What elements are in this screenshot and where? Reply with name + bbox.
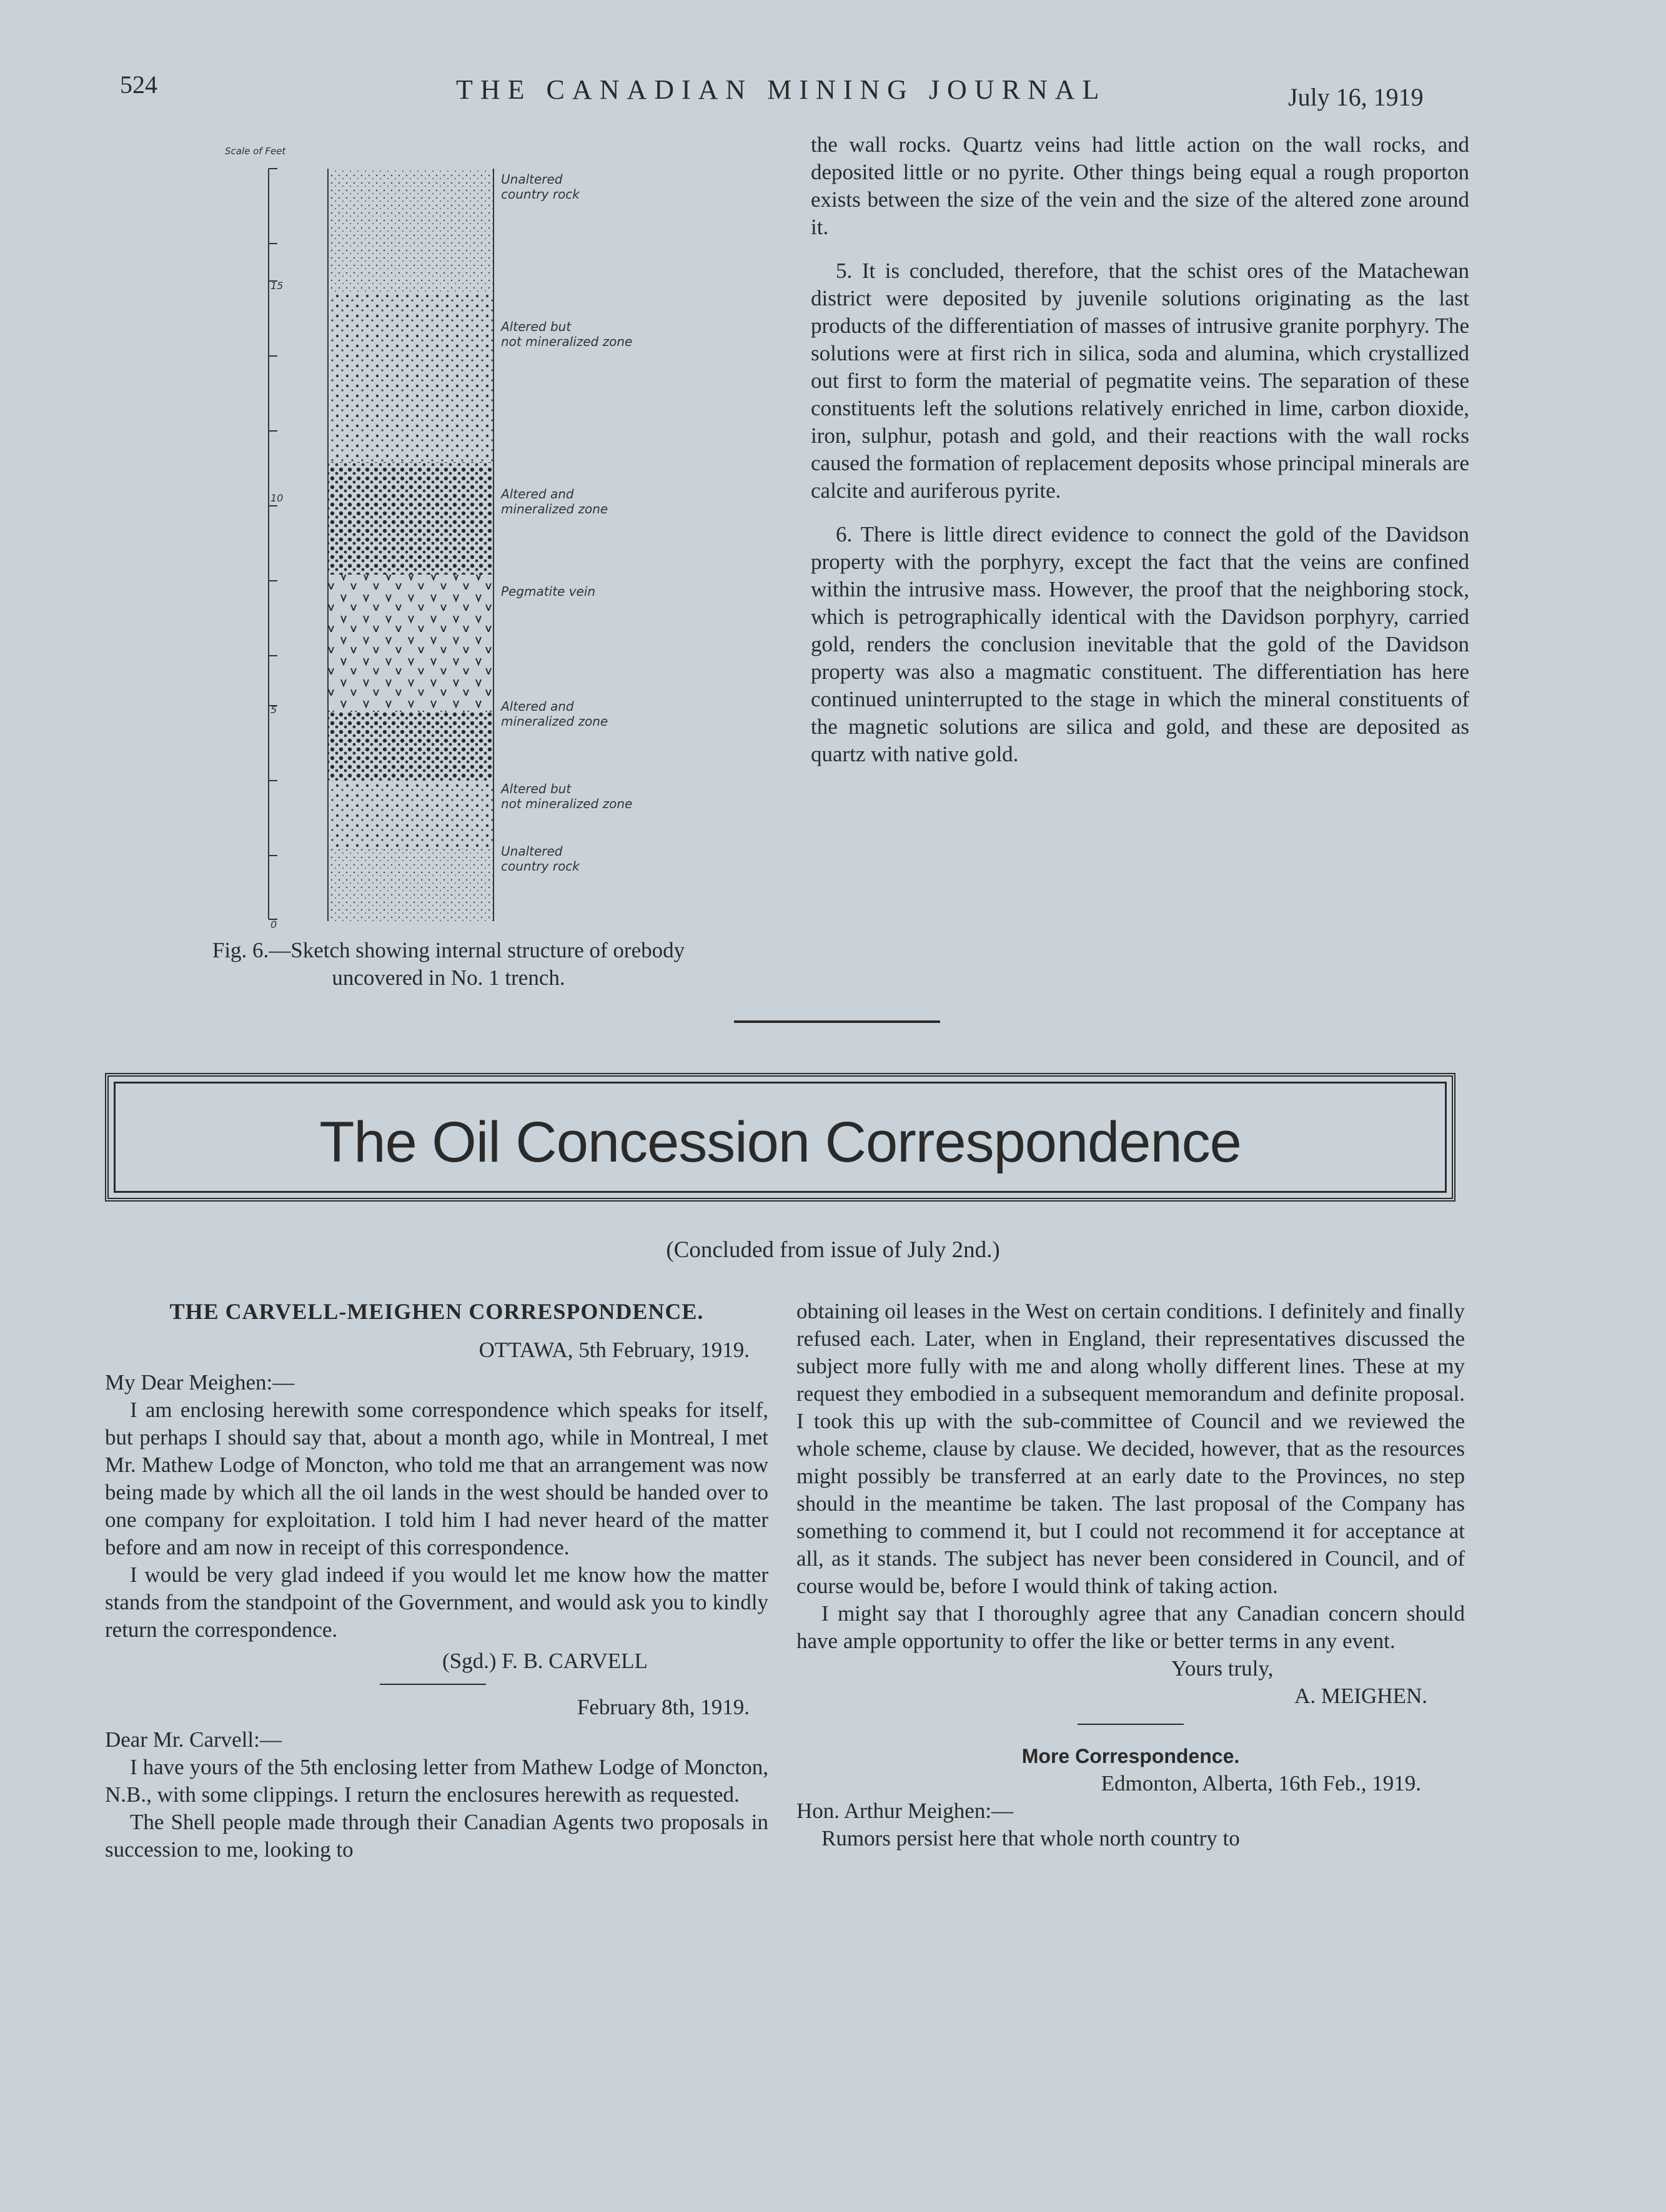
closing: Yours truly, — [1171, 1656, 1274, 1681]
tick-15: 15 — [270, 280, 284, 292]
zone-label-3a: Altered and — [501, 486, 574, 501]
subheading: More Correspondence. — [1021, 1745, 1240, 1767]
zone-unaltered-top — [328, 169, 493, 294]
article-title: The Oil Concession Correspondence — [319, 1110, 1241, 1174]
caption-line-2: uncovered in No. 1 trench. — [332, 965, 565, 990]
dateline: February 8th, 1919. — [577, 1695, 750, 1719]
issue-date: July 16, 1919 — [1288, 83, 1424, 111]
zone-altered-mineralized-bottom — [328, 712, 493, 781]
signature: (Sgd.) F. B. CARVELL — [442, 1649, 648, 1673]
tick-5: 5 — [270, 704, 277, 716]
dateline: Edmonton, Alberta, 16th Feb., 1919. — [1101, 1771, 1421, 1795]
paragraph: The Shell people made through their Canadian Agents two proposals in succession to me, looking to — [105, 1810, 768, 1862]
signature: A. MEIGHEN. — [1294, 1684, 1427, 1708]
bottom-right-column — [796, 1298, 1465, 1852]
zone-label-7b: country rock — [501, 859, 580, 874]
zone-label-6b: not mineralized zone — [501, 796, 633, 811]
letter-divider — [380, 1684, 486, 1685]
zone-label-2a: Altered but — [501, 319, 572, 334]
salutation: Dear Mr. Carvell:— — [105, 1727, 282, 1752]
section-divider — [734, 1020, 940, 1023]
zone-label-2b: not mineralized zone — [501, 334, 633, 349]
zone-label-6a: Altered but — [501, 781, 572, 796]
correspondence-heading: THE CARVELL-MEIGHEN CORRESPONDENCE. — [169, 1299, 704, 1324]
zone-altered-not-mineralized-top — [328, 294, 493, 462]
salutation: My Dear Meighen:— — [105, 1370, 295, 1395]
paragraph: the wall rocks. Quartz veins had little action on the wall rocks, and deposited little or no pyrite. Other things being equal a rough proporton exists between the size of the vein and the size of the altered zone around it. — [811, 132, 1469, 239]
zone-label-1b: country rock — [501, 187, 580, 202]
zone-label-4: Pegmatite vein — [501, 584, 596, 599]
paragraph: I might say that I thoroughly agree that any Canadian concern should have ample opportunity to offer the like or better terms in any event. — [796, 1601, 1465, 1653]
caption-line-1: Fig. 6.—Sketch showing internal structure of orebody — [212, 938, 685, 962]
zone-altered-not-mineralized-bottom — [328, 781, 493, 849]
page-number: 524 — [120, 71, 157, 99]
zone-label-3b: mineralized zone — [501, 501, 608, 516]
orebody-sketch-figure — [225, 144, 687, 931]
zone-label-1a: Unaltered — [501, 172, 563, 187]
article-title-box — [105, 1073, 1455, 1202]
zone-label-7a: Unaltered — [501, 844, 563, 859]
zone-altered-mineralized-top — [328, 462, 493, 575]
zone-label-5a: Altered and — [501, 699, 574, 714]
scale-label: Scale of Feet — [225, 146, 286, 157]
article-subtitle: (Concluded from issue of July 2nd.) — [666, 1237, 1000, 1263]
paragraph: I have yours of the 5th enclosing letter from Mathew Lodge of Moncton, N.B., with some clippings. I return the enclosures herewith as requested. — [105, 1755, 768, 1807]
bottom-left-column — [105, 1298, 768, 1864]
paragraph: 5. It is concluded, therefore, that the schist ores of the Matachewan district were deposited by juvenile solutions originating as the last products of the differentiation of masses of intrusive granite porphyry. The solutions were at first rich in silica, soda and alumina, which crystallized out first to form the material of pegmatite veins. The separation of these constituents left the solutions relatively enriched in lime, carbon dioxide, iron, sulphur, potash and gold, and their reactions with the wall rocks caused the formation of replacement deposits whose principal minerals are calcite and auriferous pyrite. — [811, 259, 1469, 503]
zone-label-5b: mineralized zone — [501, 714, 608, 729]
dateline: OTTAWA, 5th February, 1919. — [478, 1338, 750, 1362]
paragraph: I am enclosing herewith some correspondence which speaks for itself, but perhaps I should say that, about a month ago, while in Montreal, I met Mr. Mathew Lodge of Moncton, who told me that an arrangement was now being made by which all the oil lands in the west should be handed over to one company for exploitation. I told him I had never heard of the matter before and am now in receipt of this correspondence. — [105, 1398, 768, 1559]
figure-caption — [105, 937, 792, 992]
paragraph: I would be very glad indeed if you would let me know how the matter stands from the standpoint of the Government, and would ask you to kindly return the correspondence. — [105, 1563, 768, 1642]
orebody-sketch-svg — [225, 144, 687, 931]
salutation: Hon. Arthur Meighen:— — [796, 1799, 1014, 1823]
paragraph: 6. There is little direct evidence to connect the gold of the Davidson property with the porphyry, except the fact that the veins are confined within the intrusive mass. However, the proof that the neighboring stock, which is petrographically identical with the Davidson porphyry, carried gold, renders the conclusion inevitable that the gold of the Davidson property was also a magmatic constituent. The differentiation has here continued uninterrupted to the stage in which the mineral constituents of the magnetic solutions are silica and gold, and these are deposited as quartz with native gold. — [811, 522, 1469, 766]
top-right-column — [811, 131, 1469, 768]
letter-divider — [1078, 1724, 1184, 1725]
running-head-title: THE CANADIAN MINING JOURNAL — [456, 74, 1107, 105]
tick-0: 0 — [270, 919, 277, 931]
zone-pegmatite-vein — [328, 575, 493, 712]
tick-10: 10 — [270, 492, 284, 504]
paragraph: Rumors persist here that whole north country to — [821, 1826, 1240, 1850]
zone-unaltered-bottom — [328, 849, 493, 921]
paragraph: obtaining oil leases in the West on certain conditions. I definitely and finally refused each. Later, when in England, their representatives discussed the subject more fully with me and along wholly different lines. These at my request they embodied in a subsequent memorandum and definite proposal. I took this up with the sub-committee of Council and we reviewed the whole scheme, clause by clause. We decided, however, that as the resources might possibly be transferred at an early date to the Provinces, no step should in the meantime be taken. The last proposal of the Company has something to commend it, but I could not recommend it for acceptance at all, as it stands. The subject has never been considered in Council, and of course would be, before I would think of taking action. — [796, 1299, 1465, 1598]
